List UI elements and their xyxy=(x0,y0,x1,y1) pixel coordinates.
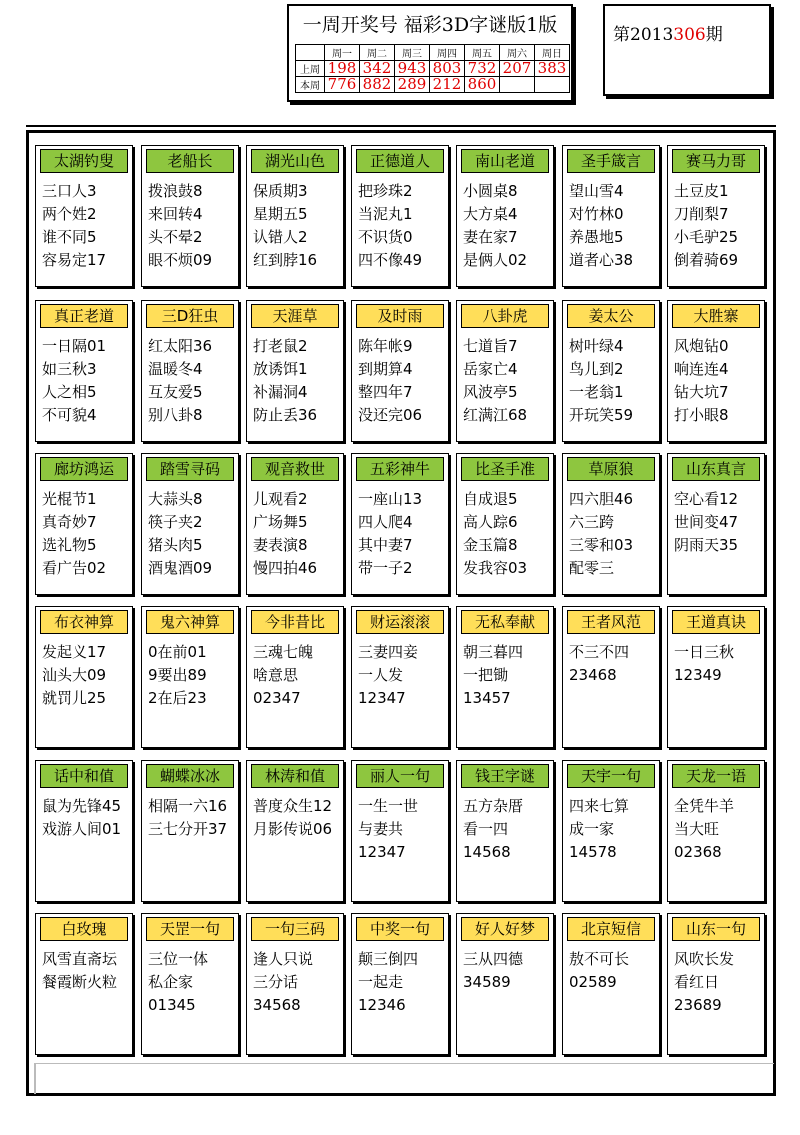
riddle-line: 月影传说06 xyxy=(253,820,333,838)
riddle-line: 02347 xyxy=(253,689,301,707)
riddle-line: 红太阳36 xyxy=(148,337,213,355)
riddle-card-body xyxy=(42,948,132,994)
day-header: 周五 xyxy=(465,45,500,61)
riddle-card-body xyxy=(42,335,132,427)
riddle-card xyxy=(351,606,449,748)
riddle-card xyxy=(351,145,449,287)
riddle-card xyxy=(562,913,660,1055)
riddle-line: 响连连4 xyxy=(674,360,729,378)
riddle-line: 02368 xyxy=(674,843,722,861)
riddle-card xyxy=(456,300,554,442)
riddle-line: 钻大坑7 xyxy=(674,383,729,401)
riddle-card xyxy=(456,453,554,595)
riddle-card-body xyxy=(463,948,553,994)
riddle-card-body xyxy=(463,180,553,272)
riddle-card xyxy=(562,145,660,287)
riddle-line: 是俩人02 xyxy=(463,251,528,269)
riddle-card-title: 姜太公 xyxy=(567,304,655,328)
riddle-card-title: 北京短信 xyxy=(567,917,655,941)
riddle-line: 刀削梨7 xyxy=(674,205,729,223)
riddle-card-body xyxy=(253,335,343,427)
riddle-card xyxy=(351,760,449,902)
draw-number xyxy=(535,77,570,93)
riddle-card-title: 比圣手准 xyxy=(461,457,549,481)
riddle-card-title: 观音救世 xyxy=(251,457,339,481)
riddle-line: 带一子2 xyxy=(358,559,413,577)
riddle-line: 防止丢36 xyxy=(253,406,318,424)
draw-number: 289 xyxy=(395,77,430,93)
riddle-line: 鸟儿到2 xyxy=(569,360,624,378)
riddle-card-title: 五彩神牛 xyxy=(356,457,444,481)
riddle-card-body xyxy=(253,488,343,580)
riddle-line: 不识货0 xyxy=(358,228,413,246)
riddle-card-title: 真正老道 xyxy=(40,304,128,328)
riddle-card xyxy=(667,453,765,595)
riddle-card-title: 布衣神算 xyxy=(40,610,128,634)
riddle-line: 三妻四妾 xyxy=(358,643,419,661)
riddle-card xyxy=(141,913,239,1055)
riddle-line: 温暖冬4 xyxy=(148,360,203,378)
riddle-card-title: 赛马力哥 xyxy=(672,149,760,173)
riddle-card-body xyxy=(148,335,238,427)
riddle-card xyxy=(351,453,449,595)
riddle-line: 看红日 xyxy=(674,973,720,991)
footer-area xyxy=(34,1063,774,1094)
riddle-line: 9要出89 xyxy=(148,666,207,684)
riddle-card-body xyxy=(463,641,553,710)
riddle-line: 土豆皮1 xyxy=(674,182,729,200)
riddle-line: 2在后23 xyxy=(148,689,207,707)
riddle-line: 妻表演8 xyxy=(253,536,308,554)
riddle-line: 鼠为先锋45 xyxy=(42,797,122,815)
riddle-line: 如三秋3 xyxy=(42,360,97,378)
riddle-line: 世间变47 xyxy=(674,513,739,531)
riddle-line: 大蒜头8 xyxy=(148,490,203,508)
riddle-card-body xyxy=(358,180,448,272)
riddle-line: 头不晕2 xyxy=(148,228,203,246)
riddle-line: 四六胆46 xyxy=(569,490,634,508)
riddle-line: 三口人3 xyxy=(42,182,97,200)
riddle-card-body xyxy=(148,948,238,1017)
riddle-line: 12347 xyxy=(358,843,406,861)
riddle-card xyxy=(667,913,765,1055)
draw-number: 732 xyxy=(465,61,500,77)
riddle-line: 眼不烦09 xyxy=(148,251,213,269)
riddle-line: 13457 xyxy=(463,689,511,707)
riddle-card-title: 话中和值 xyxy=(40,764,128,788)
riddle-card-title: 三D狂虫 xyxy=(146,304,234,328)
riddle-line: 光棍节1 xyxy=(42,490,97,508)
riddle-line: 认错人2 xyxy=(253,228,308,246)
riddle-card-body xyxy=(42,488,132,580)
riddle-line: 三分话 xyxy=(253,973,299,991)
riddle-card-body xyxy=(253,948,343,1017)
riddle-line: 风雪直斋坛 xyxy=(42,950,118,968)
riddle-card-body xyxy=(674,180,764,272)
riddle-card-title: 今非昔比 xyxy=(251,610,339,634)
riddle-line: 私企家 xyxy=(148,973,194,991)
riddle-card xyxy=(351,913,449,1055)
draw-number: 803 xyxy=(430,61,465,77)
riddle-line: 23468 xyxy=(569,666,617,684)
riddle-line: 小毛驴25 xyxy=(674,228,739,246)
riddle-line: 红满江68 xyxy=(463,406,528,424)
issue-number: 第2013306期 xyxy=(613,25,723,45)
riddle-card-body xyxy=(358,795,448,864)
riddle-card-title: 林涛和值 xyxy=(251,764,339,788)
riddle-card xyxy=(562,300,660,442)
riddle-line: 筷子夹2 xyxy=(148,513,203,531)
riddle-line: 对竹林0 xyxy=(569,205,624,223)
riddle-card xyxy=(35,453,133,595)
riddle-line: 猪头肉5 xyxy=(148,536,203,554)
riddle-line: 看一四 xyxy=(463,820,509,838)
riddle-line: 儿观看2 xyxy=(253,490,308,508)
riddle-line: 12349 xyxy=(674,666,722,684)
riddle-card-body xyxy=(674,488,764,557)
draw-number: 212 xyxy=(430,77,465,93)
riddle-line: 一把锄 xyxy=(463,666,509,684)
riddle-card xyxy=(562,453,660,595)
riddle-card xyxy=(35,913,133,1055)
riddle-line: 三魂七魄 xyxy=(253,643,314,661)
riddle-line: 配零三 xyxy=(569,559,615,577)
issue-number-box xyxy=(603,4,771,96)
riddle-card-body xyxy=(42,641,132,710)
riddle-line: 敖不可长 xyxy=(569,950,630,968)
day-header: 周六 xyxy=(500,45,535,61)
draw-number: 198 xyxy=(325,61,360,77)
riddle-line: 四人爬4 xyxy=(358,513,413,531)
riddle-line: 打小眼8 xyxy=(674,406,729,424)
divider-line xyxy=(26,125,776,127)
riddle-line: 养愚地5 xyxy=(569,228,624,246)
riddle-card xyxy=(246,606,344,748)
weekly-draw-table xyxy=(295,44,570,93)
riddle-card xyxy=(141,300,239,442)
weekly-draw-panel xyxy=(287,4,573,102)
riddle-card-title: 中奖一句 xyxy=(356,917,444,941)
riddle-card xyxy=(35,606,133,748)
riddle-card-title: 山东真言 xyxy=(672,457,760,481)
riddle-line: 到期算4 xyxy=(358,360,413,378)
riddle-line: 望山雪4 xyxy=(569,182,624,200)
riddle-card-title: 及时雨 xyxy=(356,304,444,328)
riddle-card xyxy=(141,145,239,287)
riddle-card-title: 大胜寨 xyxy=(672,304,760,328)
riddle-line: 小圆桌8 xyxy=(463,182,518,200)
riddle-line: 空心看12 xyxy=(674,490,739,508)
riddle-line: 风炮钻0 xyxy=(674,337,729,355)
riddle-card-title: 正德道人 xyxy=(356,149,444,173)
riddle-line: 妻在家7 xyxy=(463,228,518,246)
riddle-card xyxy=(562,760,660,902)
riddle-line: 逢人只说 xyxy=(253,950,314,968)
riddle-grid xyxy=(26,130,776,1096)
riddle-line: 星期五5 xyxy=(253,205,308,223)
riddle-card-body xyxy=(358,488,448,580)
riddle-line: 补漏洞4 xyxy=(253,383,308,401)
riddle-card-body xyxy=(674,795,764,864)
riddle-line: 34589 xyxy=(463,973,511,991)
riddle-card-title: 湖光山色 xyxy=(251,149,339,173)
riddle-card-title: 廊坊鸿运 xyxy=(40,457,128,481)
riddle-line: 餐霞断火粒 xyxy=(42,973,118,991)
riddle-card xyxy=(351,300,449,442)
riddle-line: 广场舞5 xyxy=(253,513,308,531)
riddle-line: 全凭牛羊 xyxy=(674,797,735,815)
riddle-card-title: 天龙一语 xyxy=(672,764,760,788)
riddle-line: 一起走 xyxy=(358,973,404,991)
riddle-line: 汕头大09 xyxy=(42,666,107,684)
day-header: 周三 xyxy=(395,45,430,61)
riddle-card-title: 太湖钓叟 xyxy=(40,149,128,173)
riddle-line: 普度众生12 xyxy=(253,797,333,815)
riddle-line: 朝三暮四 xyxy=(463,643,524,661)
riddle-line: 颠三倒四 xyxy=(358,950,419,968)
riddle-card xyxy=(141,453,239,595)
riddle-card-title: 天涯草 xyxy=(251,304,339,328)
riddle-card-body xyxy=(674,948,764,1017)
riddle-card-title: 天罡一句 xyxy=(146,917,234,941)
riddle-line: 树叶绿4 xyxy=(569,337,624,355)
riddle-line: 02589 xyxy=(569,973,617,991)
riddle-line: 五方杂厝 xyxy=(463,797,524,815)
riddle-line: 陈年帐9 xyxy=(358,337,413,355)
riddle-card-title: 钱王字谜 xyxy=(461,764,549,788)
riddle-card-body xyxy=(674,335,764,427)
riddle-card xyxy=(456,145,554,287)
riddle-line: 14568 xyxy=(463,843,511,861)
draw-number: 207 xyxy=(500,61,535,77)
riddle-line: 0在前01 xyxy=(148,643,207,661)
riddle-line: 戏游人间01 xyxy=(42,820,122,838)
riddle-line: 高人踪6 xyxy=(463,513,518,531)
riddle-card-title: 王道真诀 xyxy=(672,610,760,634)
riddle-line: 发起义17 xyxy=(42,643,107,661)
riddle-line: 四不像49 xyxy=(358,251,423,269)
riddle-line: 互友爱5 xyxy=(148,383,203,401)
this-week-label: 本周 xyxy=(296,77,325,93)
riddle-line: 不可貌4 xyxy=(42,406,97,424)
riddle-line: 四来七算 xyxy=(569,797,630,815)
riddle-card-title: 王者风范 xyxy=(567,610,655,634)
draw-number: 860 xyxy=(465,77,500,93)
riddle-card-body xyxy=(148,180,238,272)
riddle-line: 啥意思 xyxy=(253,666,299,684)
riddle-card xyxy=(35,760,133,902)
riddle-line: 34568 xyxy=(253,996,301,1014)
riddle-card xyxy=(246,760,344,902)
riddle-line: 01345 xyxy=(148,996,196,1014)
riddle-line: 相隔一六16 xyxy=(148,797,228,815)
riddle-card-title: 草原狼 xyxy=(567,457,655,481)
draw-number: 943 xyxy=(395,61,430,77)
riddle-card xyxy=(246,453,344,595)
riddle-line: 打老鼠2 xyxy=(253,337,308,355)
riddle-card-title: 圣手箴言 xyxy=(567,149,655,173)
issue-number-highlight: 306 xyxy=(673,25,706,45)
riddle-card-body xyxy=(358,641,448,710)
riddle-card-title: 八卦虎 xyxy=(461,304,549,328)
riddle-line: 风吹长发 xyxy=(674,950,735,968)
riddle-card-body xyxy=(463,795,553,864)
riddle-card xyxy=(667,145,765,287)
riddle-card xyxy=(35,145,133,287)
riddle-card-title: 一句三码 xyxy=(251,917,339,941)
draw-number: 383 xyxy=(535,61,570,77)
riddle-line: 就罚儿25 xyxy=(42,689,107,707)
riddle-line: 容易定17 xyxy=(42,251,107,269)
riddle-card-body xyxy=(569,795,659,864)
riddle-card-title: 踏雪寻码 xyxy=(146,457,234,481)
riddle-card-body xyxy=(569,335,659,427)
riddle-line: 其中妻7 xyxy=(358,536,413,554)
riddle-line: 选礼物5 xyxy=(42,536,97,554)
riddle-line: 真奇妙7 xyxy=(42,513,97,531)
riddle-card-body xyxy=(569,641,659,687)
riddle-card-title: 山东一句 xyxy=(672,917,760,941)
riddle-card-body xyxy=(569,948,659,994)
draw-number: 776 xyxy=(325,77,360,93)
riddle-line: 一老翁1 xyxy=(569,383,624,401)
riddle-card xyxy=(35,300,133,442)
riddle-line: 没还完06 xyxy=(358,406,423,424)
riddle-line: 别八卦8 xyxy=(148,406,203,424)
riddle-line: 阴雨天35 xyxy=(674,536,739,554)
riddle-card-body xyxy=(148,488,238,580)
riddle-line: 道者心38 xyxy=(569,251,634,269)
riddle-line: 14578 xyxy=(569,843,617,861)
riddle-line: 慢四拍46 xyxy=(253,559,318,577)
riddle-card-body xyxy=(148,795,238,841)
riddle-line: 三零和03 xyxy=(569,536,634,554)
riddle-line: 放诱饵1 xyxy=(253,360,308,378)
riddle-line: 看广告02 xyxy=(42,559,107,577)
riddle-card-body xyxy=(253,641,343,710)
riddle-card xyxy=(562,606,660,748)
riddle-card-body xyxy=(463,335,553,427)
riddle-line: 三位一体 xyxy=(148,950,209,968)
riddle-card xyxy=(246,913,344,1055)
last-week-label: 上周 xyxy=(296,61,325,77)
riddle-line: 保质期3 xyxy=(253,182,308,200)
riddle-card-title: 好人好梦 xyxy=(461,917,549,941)
riddle-line: 自成退5 xyxy=(463,490,518,508)
riddle-card xyxy=(667,760,765,902)
riddle-line: 来回转4 xyxy=(148,205,203,223)
riddle-line: 风波亭5 xyxy=(463,383,518,401)
riddle-line: 一生一世 xyxy=(358,797,419,815)
draw-number: 882 xyxy=(360,77,395,93)
riddle-card-title: 天宇一句 xyxy=(567,764,655,788)
day-header: 周一 xyxy=(325,45,360,61)
riddle-card xyxy=(456,760,554,902)
riddle-line: 与妻共 xyxy=(358,820,404,838)
day-header: 周二 xyxy=(360,45,395,61)
riddle-line: 发我容03 xyxy=(463,559,528,577)
riddle-line: 12347 xyxy=(358,689,406,707)
this-week-row xyxy=(296,77,570,93)
riddle-line: 三七分开37 xyxy=(148,820,228,838)
riddle-card xyxy=(456,913,554,1055)
riddle-card xyxy=(246,145,344,287)
riddle-line: 酒鬼酒09 xyxy=(148,559,213,577)
riddle-card-title: 蝴蝶冰冰 xyxy=(146,764,234,788)
riddle-line: 大方桌4 xyxy=(463,205,518,223)
riddle-line: 开玩笑59 xyxy=(569,406,634,424)
day-header: 周日 xyxy=(535,45,570,61)
riddle-card xyxy=(246,300,344,442)
riddle-card xyxy=(667,606,765,748)
riddle-line: 七道旨7 xyxy=(463,337,518,355)
riddle-card-body xyxy=(463,488,553,580)
riddle-card-body xyxy=(253,180,343,272)
riddle-line: 岳家亡4 xyxy=(463,360,518,378)
weekly-draw-title: 一周开奖号 福彩3D字谜版1版 xyxy=(302,14,558,36)
riddle-line: 当泥丸1 xyxy=(358,205,413,223)
riddle-card-body xyxy=(148,641,238,710)
riddle-card-body xyxy=(358,948,448,1017)
riddle-card-title: 老船长 xyxy=(146,149,234,173)
riddle-card-body xyxy=(569,488,659,580)
day-header: 周四 xyxy=(430,45,465,61)
riddle-line: 一座山13 xyxy=(358,490,423,508)
riddle-line: 六三跨 xyxy=(569,513,615,531)
riddle-line: 12346 xyxy=(358,996,406,1014)
riddle-line: 谁不同5 xyxy=(42,228,97,246)
riddle-line: 金玉篇8 xyxy=(463,536,518,554)
riddle-card-body xyxy=(569,180,659,272)
riddle-card-title: 无私奉献 xyxy=(461,610,549,634)
riddle-card-body xyxy=(253,795,343,841)
draw-number xyxy=(500,77,535,93)
riddle-line: 拨浪鼓8 xyxy=(148,182,203,200)
riddle-line: 两个姓2 xyxy=(42,205,97,223)
riddle-card xyxy=(141,760,239,902)
riddle-line: 把珍珠2 xyxy=(358,182,413,200)
riddle-card-title: 南山老道 xyxy=(461,149,549,173)
riddle-line: 当大旺 xyxy=(674,820,720,838)
riddle-line: 人之相5 xyxy=(42,383,97,401)
riddle-line: 23689 xyxy=(674,996,722,1014)
riddle-card-body xyxy=(42,180,132,272)
draw-number: 342 xyxy=(360,61,395,77)
riddle-card-title: 财运滚滚 xyxy=(356,610,444,634)
riddle-line: 一日隔01 xyxy=(42,337,107,355)
riddle-card-title: 白玫瑰 xyxy=(40,917,128,941)
riddle-line: 倒着骑69 xyxy=(674,251,739,269)
riddle-card-body xyxy=(674,641,764,687)
riddle-card-title: 鬼六神算 xyxy=(146,610,234,634)
riddle-line: 红到脖16 xyxy=(253,251,318,269)
riddle-card-title: 丽人一句 xyxy=(356,764,444,788)
riddle-line: 整四年7 xyxy=(358,383,413,401)
riddle-line: 一日三秋 xyxy=(674,643,735,661)
riddle-card-body xyxy=(358,335,448,427)
riddle-card xyxy=(456,606,554,748)
riddle-card xyxy=(141,606,239,748)
riddle-line: 三从四德 xyxy=(463,950,524,968)
riddle-line: 不三不四 xyxy=(569,643,630,661)
riddle-card-body xyxy=(42,795,132,841)
riddle-line: 一人发 xyxy=(358,666,404,684)
riddle-line: 成一家 xyxy=(569,820,615,838)
riddle-card xyxy=(667,300,765,442)
